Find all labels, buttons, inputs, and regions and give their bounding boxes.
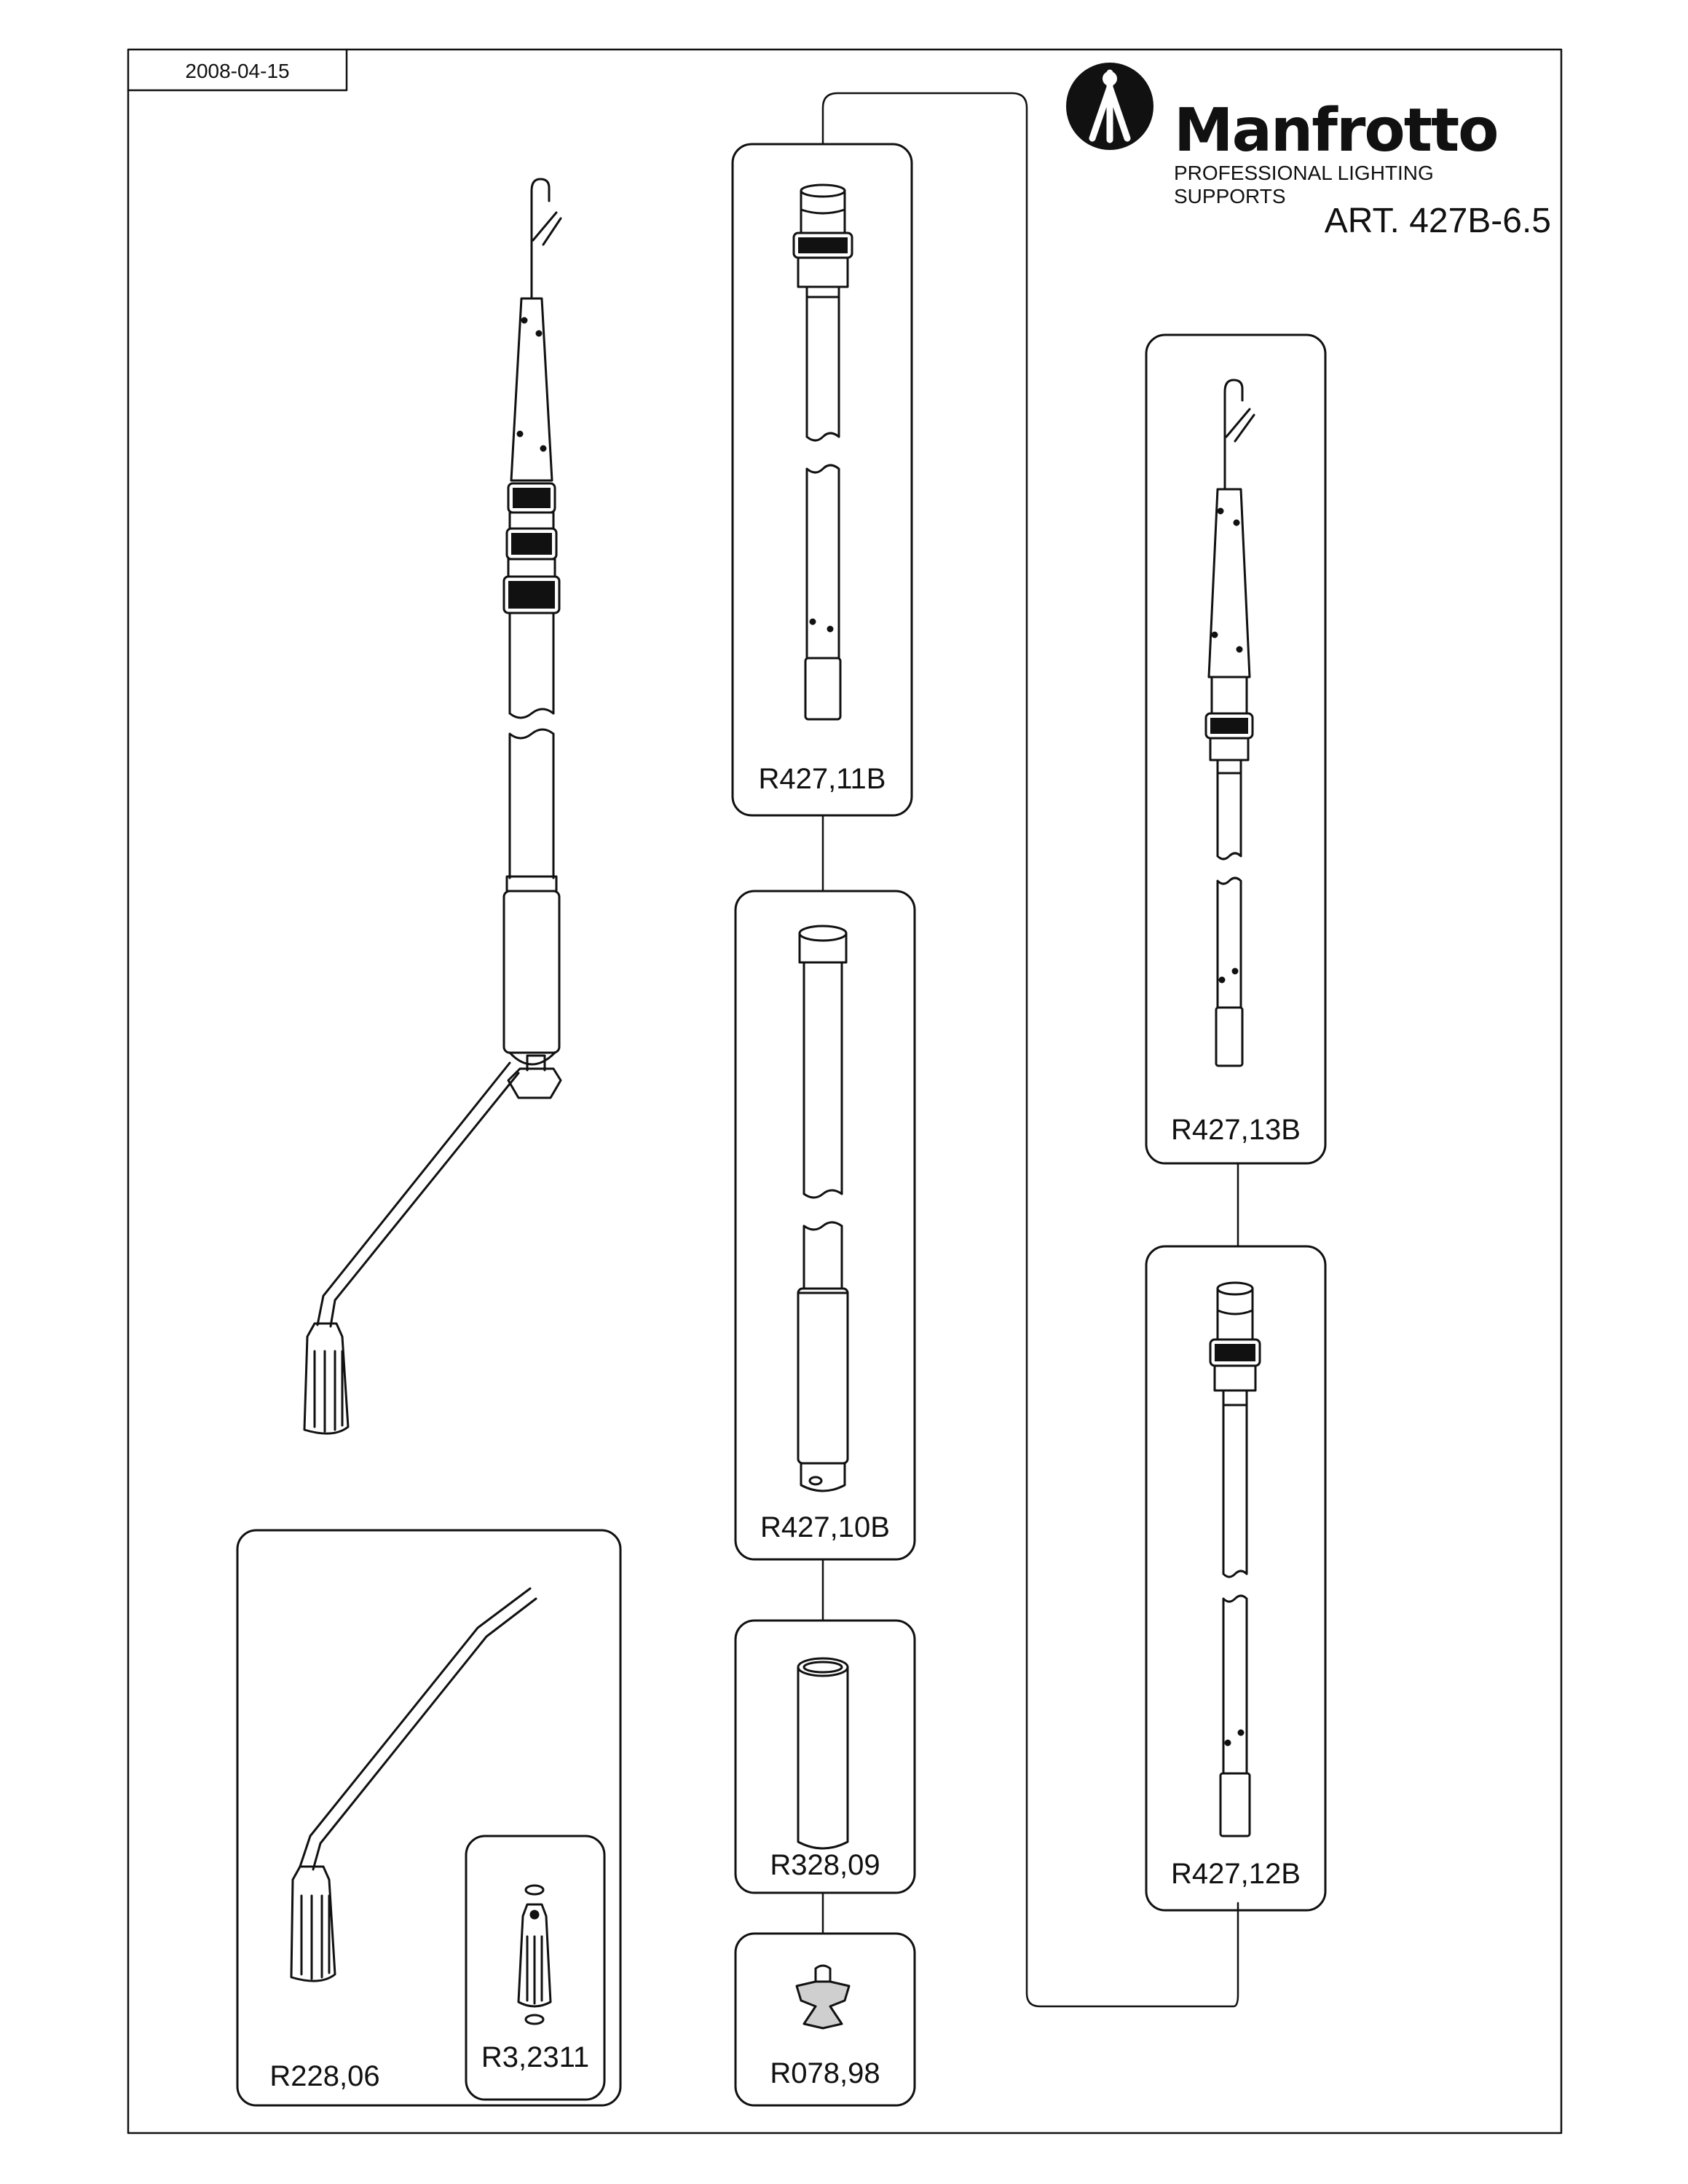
brand-tagline: PROFESSIONAL LIGHTING SUPPORTS: [1174, 162, 1434, 207]
r427-12b-drawing: [1210, 1283, 1260, 1836]
r427-10b-drawing: [798, 926, 848, 1491]
part-label-r427-11b: R427,11B: [758, 763, 886, 795]
part-label-r427-13b: R427,13B: [1171, 1114, 1301, 1146]
r328-09-drawing: [798, 1658, 848, 1848]
r078-98-drawing: [797, 1966, 849, 2028]
r3-2311-drawing: [518, 1886, 551, 2024]
connector-lines: [823, 93, 1238, 2006]
part-label-r3-2311: R3,2311: [481, 2041, 590, 2073]
part-label-r228-06: R228,06: [269, 2060, 380, 2092]
box-r228-06: [237, 1530, 620, 2105]
brand-wordmark: Manfrotto: [1174, 96, 1498, 165]
part-label-r427-12b: R427,12B: [1171, 1858, 1301, 1890]
r228-06-drawing: [291, 1588, 536, 1981]
part-label-r078-98: R078,98: [770, 2057, 880, 2089]
article-number: ART. 427B-6.5: [1324, 202, 1551, 240]
main-assembly-drawing: [304, 179, 561, 1433]
box-r427-13b: [1146, 335, 1325, 1163]
part-label-r328-09: R328,09: [770, 1849, 880, 1881]
manfrotto-logo-icon: [1066, 63, 1153, 150]
part-label-r427-10b: R427,10B: [760, 1511, 890, 1543]
date-stamp: 2008-04-15: [185, 60, 290, 82]
r427-11b-drawing: [794, 185, 852, 719]
page-frame: [128, 50, 1561, 2133]
r427-13b-drawing: [1206, 380, 1254, 1066]
